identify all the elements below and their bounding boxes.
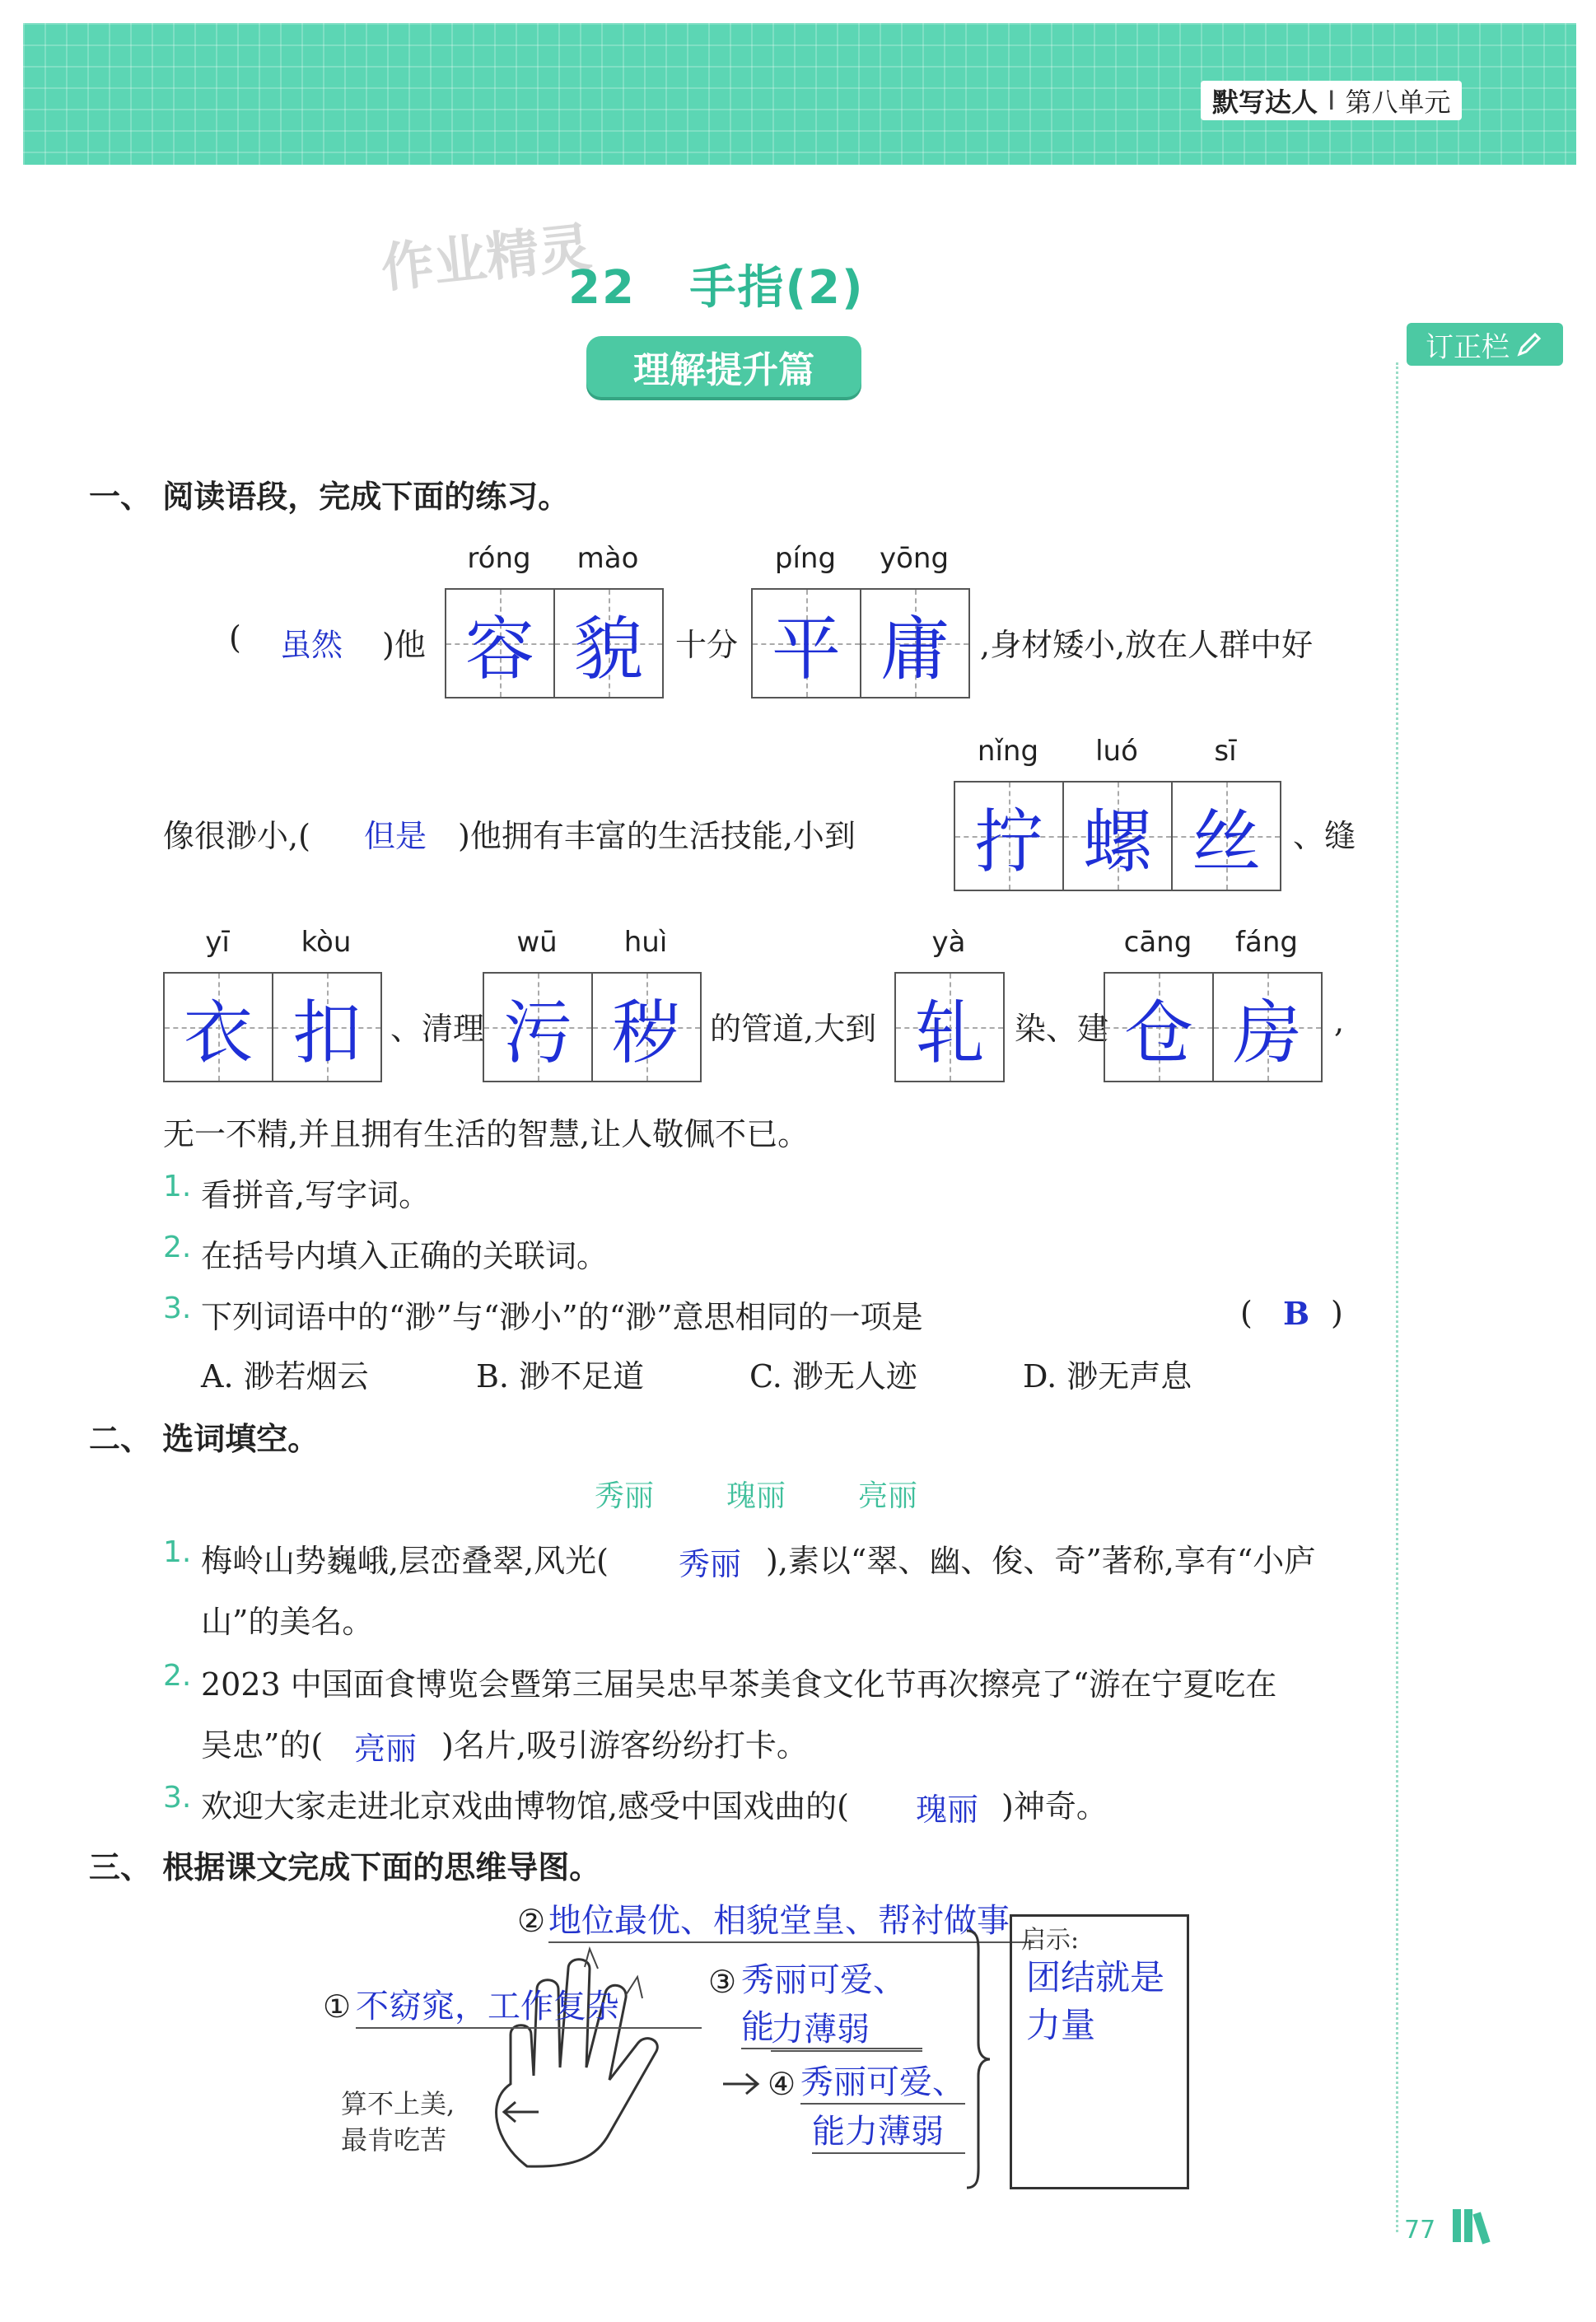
char-box-cangfang[interactable] — [1104, 972, 1323, 1082]
p2q3-text-a: 欢迎大家走进北京戏曲博物馆,感受中国戏曲的( — [201, 1788, 849, 1824]
written-char: 貌 — [573, 608, 643, 689]
p2q1-text-a: 梅岭山势巍峨,层峦叠翠,风光( — [201, 1543, 609, 1579]
word-bank-3: 亮丽 — [858, 1479, 918, 1513]
unit-tag — [1201, 81, 1462, 120]
written-char: 容 — [464, 608, 534, 689]
text-line2-end: 、缝 — [1293, 818, 1356, 854]
text-ranjian: 染、建 — [1015, 1011, 1109, 1047]
text-line2-mid: )他拥有丰富的生活技能,小到 — [458, 818, 856, 854]
written-char: 庸 — [880, 608, 950, 689]
p2q2-text-c: )名片,吸引游客纷纷打卡。 — [441, 1727, 808, 1764]
inspiration-answer[interactable] — [1026, 1954, 1164, 2049]
pinyin-row-1 — [445, 542, 662, 575]
written-char: 平 — [771, 608, 841, 689]
text-qingli: 、清理 — [390, 1011, 485, 1047]
separator: I — [1328, 85, 1336, 116]
inspiration-answer-line: 力量 — [1026, 2005, 1096, 2045]
text-guandao: 的管道,大到 — [710, 1011, 877, 1047]
char-box-yikou[interactable] — [163, 972, 382, 1082]
thumb-note — [341, 2086, 455, 2158]
char-box-pingyong[interactable] — [751, 588, 970, 698]
part3-heading: 三、 根据课文完成下面的思维导图。 — [89, 1849, 601, 1885]
p2q3-answer[interactable]: 瑰丽 — [916, 1792, 979, 1828]
pinyin: sī — [1214, 735, 1237, 768]
books-icon — [1449, 2204, 1499, 2245]
text-line4: 无一不精,并且拥有生活的智慧,让人敬佩不已。 — [163, 1116, 810, 1152]
q3-text: 下列词语中的“渺”与“渺小”的“渺”意思相同的一项是 — [201, 1299, 923, 1335]
mm-answer-2[interactable]: 地位最优、相貌堂皇、帮衬做事 — [548, 1895, 1034, 1943]
pinyin-row-7 — [1104, 926, 1321, 959]
pinyin: róng — [467, 542, 531, 575]
char-box-ningluosi[interactable] — [954, 781, 1281, 891]
lesson-title — [568, 251, 865, 317]
q1-number: 1. — [163, 1170, 192, 1203]
arrow-left-icon — [499, 2099, 540, 2125]
char-box-rongmao[interactable] — [445, 588, 664, 698]
q3-paren-close: ) — [1331, 1295, 1343, 1331]
option-d: D. 渺无声息 — [1023, 1358, 1192, 1395]
inspiration-label: 启示: — [1021, 1926, 1080, 1955]
inspiration-answer-line: 团结就是 — [1026, 1957, 1165, 1997]
option-c: C. 渺无人迹 — [749, 1358, 917, 1395]
p2q2-text-a: 2023 中国面食博览会暨第三届吴忠早茶美食文化节再次擦亮了“游在宁夏吃在 — [201, 1666, 1277, 1703]
part2-heading: 二、 选词填空。 — [89, 1421, 320, 1457]
thumb-note-line: 最肯吃苦 — [341, 2124, 447, 2156]
text-shifen: 十分 — [675, 627, 739, 663]
p2q1-text-c: 山”的美名。 — [201, 1604, 374, 1640]
mm-num-3: ③ — [708, 1964, 737, 2000]
section-badge: 理解提升篇 — [586, 336, 861, 397]
pinyin: yōng — [879, 542, 950, 575]
written-char: 轧 — [914, 992, 984, 1073]
pinyin-row-5 — [483, 926, 700, 959]
p2q2-text-b: 吴忠”的( — [201, 1727, 324, 1764]
option-a: A. 渺若烟云 — [201, 1358, 369, 1395]
p2q1-number: 1. — [163, 1535, 192, 1569]
pinyin: mào — [576, 542, 639, 575]
pinyin: wū — [516, 926, 558, 959]
mm-answer-1[interactable]: 不窈窕，工作复杂 — [356, 1980, 702, 2029]
written-char: 房 — [1232, 992, 1302, 1073]
thumb-note-line: 算不上美, — [341, 2088, 455, 2119]
pinyin: yī — [205, 926, 230, 959]
pinyin-row-6 — [894, 926, 1003, 959]
text-line1-end: ,身材矮小,放在人群中好 — [980, 627, 1314, 663]
correction-tab — [1407, 323, 1563, 366]
written-char: 扣 — [292, 992, 362, 1073]
p2q1-answer[interactable]: 秀丽 — [679, 1546, 742, 1582]
pinyin: yà — [931, 926, 966, 959]
written-char: 衣 — [183, 992, 253, 1073]
pinyin: fáng — [1235, 926, 1298, 959]
q2-text: 在括号内填入正确的关联词。 — [201, 1238, 609, 1274]
char-box-wuhui[interactable] — [483, 972, 702, 1082]
pinyin: nǐng — [977, 735, 1039, 768]
written-char: 仓 — [1123, 992, 1193, 1073]
word-bank-2: 瑰丽 — [726, 1479, 786, 1513]
char-box-ya[interactable] — [894, 972, 1005, 1082]
page-number: 77 — [1404, 2216, 1436, 2245]
answer-blank-2[interactable]: 但是 — [364, 818, 427, 854]
word-bank-1: 秀丽 — [595, 1479, 655, 1513]
mm-num-2: ② — [517, 1903, 546, 1939]
p2q2-number: 2. — [163, 1659, 192, 1693]
paren-open: ( — [229, 619, 241, 656]
written-char: 秽 — [611, 992, 681, 1073]
pinyin: huì — [623, 926, 668, 959]
p2q3-text-b: )神奇。 — [1001, 1788, 1108, 1824]
part1-heading: 一、 阅读语段，完成下面的练习。 — [89, 479, 570, 515]
q1-text: 看拼音,写字词。 — [201, 1177, 431, 1213]
pencil-icon — [1514, 329, 1544, 359]
written-char: 丝 — [1191, 801, 1261, 882]
written-char: 污 — [502, 992, 572, 1073]
option-b: B. 渺不足道 — [476, 1358, 645, 1395]
watermark: 作业精灵 — [378, 217, 595, 301]
pinyin: píng — [774, 542, 837, 575]
correction-label: 订正栏 — [1426, 330, 1510, 364]
text-line2-start: 像很渺小,( — [163, 818, 310, 854]
q3-paren-open: ( — [1240, 1295, 1253, 1331]
mm-answer-3b[interactable]: 力薄弱 — [771, 2003, 922, 2052]
pinyin: kòu — [301, 926, 352, 959]
unit-name: 第八单元 — [1345, 86, 1451, 118]
arrow-right-icon — [721, 2071, 763, 2097]
mm-answer-4a[interactable]: 秀丽可爱、 — [800, 2056, 965, 2105]
mm-answer-3a[interactable]: 秀丽可爱、能 — [741, 1954, 922, 2049]
mm-answer-4b[interactable]: 能力薄弱 — [812, 2105, 965, 2154]
q3-number: 3. — [163, 1292, 192, 1325]
p2q2-answer[interactable]: 亮丽 — [354, 1731, 418, 1767]
mm-num-1: ① — [323, 1988, 352, 2025]
text-he: )他 — [382, 627, 426, 663]
pinyin-row-4 — [163, 926, 380, 959]
text-comma: , — [1334, 1003, 1345, 1040]
written-char: 螺 — [1082, 801, 1152, 882]
q3-answer[interactable]: B — [1283, 1295, 1310, 1332]
pinyin: cāng — [1123, 926, 1192, 959]
mm-num-4: ④ — [768, 2066, 796, 2102]
series-name: 默写达人 — [1212, 86, 1318, 118]
pinyin: luó — [1095, 735, 1138, 768]
written-char: 拧 — [973, 801, 1043, 882]
q2-number: 2. — [163, 1231, 192, 1264]
correction-column-line — [1396, 362, 1398, 2232]
p2q1-text-b: ),素以“翠、幽、俊、奇”著称,享有“小庐 — [766, 1543, 1316, 1579]
answer-blank-1[interactable]: 虽然 — [280, 627, 343, 663]
lesson-name: 手指(2) — [689, 261, 865, 315]
lesson-number: 22 — [568, 261, 636, 315]
pinyin-row-3 — [954, 735, 1280, 768]
p2q3-number: 3. — [163, 1781, 192, 1815]
pinyin-row-2 — [751, 542, 968, 575]
brace-icon — [962, 1927, 995, 2191]
